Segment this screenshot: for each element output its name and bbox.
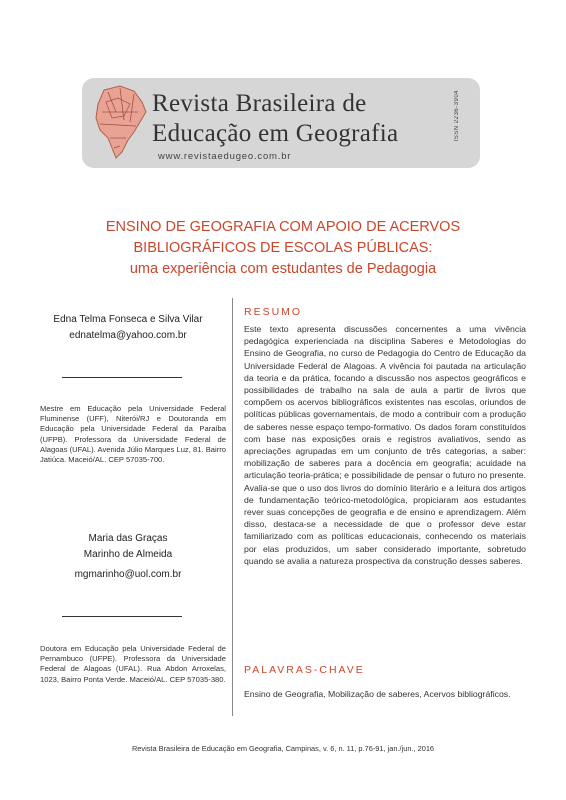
brazil-map-logo-icon	[90, 82, 150, 162]
author-1-affiliation: Mestre em Educação pela Universidade Federal Fluminense (UFF), Niterói/RJ e Doutoranda em Educação pela Universidade Federal da Paraíba (UFPB). Professora da Universidade Federal de Alagoas (UFAL). Avenida Júlio Marques Luz, 81. Bairro Jatiúca. Maceió/AL. CEP 57035-700.	[40, 404, 226, 465]
journal-name-line2: Educação em Geografia	[152, 120, 399, 147]
author-2-affiliation: Doutora em Educação pela Universidade Federal de Pernambuco (UFPE). Professora da Universidade Federal de Alagoas (UFAL). Rua Abdon Arroxelas, 1023, Bairro Ponta Verde. Maceió/AL. CEP 57035-380.	[40, 644, 226, 684]
column-divider	[232, 298, 233, 716]
author-2-name-line2: Marinho de Almeida	[83, 549, 173, 560]
journal-url: www.revistaedugeo.com.br	[158, 151, 292, 162]
abstract-heading: RESUMO	[244, 306, 303, 318]
author-1-separator	[62, 377, 182, 378]
author-2-name-line1: Maria das Graças	[88, 533, 168, 544]
keywords-heading: PALAVRAS-CHAVE	[244, 664, 365, 676]
article-title-line1: ENSINO DE GEOGRAFIA COM APOIO DE ACERVOS	[105, 219, 461, 235]
author-2-email: mgmarinho@uol.com.br	[74, 569, 182, 580]
author-2-separator	[62, 616, 182, 617]
article-subtitle: uma experiência com estudantes de Pedagogia	[129, 261, 437, 277]
abstract-text: Este texto apresenta discussões concernentes a uma vivência pedagógica experienciada na disciplina Saberes e Metodologias do Ensino de Geografia, no curso de Pedagogia do Centro de Educação da Universidade Federal de Alagoas. A vivência foi pautada na articulação da teoria e da prática, focando a discussão nos aspectos geográficos e possibilidades de trabalho na sala de aula a partir de livros que compõem os acervos bibliográficos existentes nas escolas, oriundos de políticas públicas governamentais, de modo a contribuir com a produção de saberes nesse espaço tempo-formativo. Os dados foram constituídos com base nas exposições orais e registros avaliativos, sendo as apreciações agrupadas em um conjunto de três categorias, a saber: mobilização de saberes para a docência em geografia; acuidade na articulação teoria-prática; e possibilidade de pensar o futuro no presente. Avalia-se que o uso dos livros do domínio literário e a leitura dos artigos de fundamentação teórico-metodológica, propiciaram aos estudantes rever suas concepções de geografia e de ensino e aprendizagem. Além disso, destaca-se a necessidade de que o professor deve estar familiarizado com as políticas educacionais, conhecendo os materiais por elas produzidos, um saber considerado importante, sobretudo quando se avalia a natureza prospectiva da construção desses saberes.	[244, 324, 526, 566]
author-1-email: ednatelma@yahoo.com.br	[69, 330, 187, 341]
article-title-line2: BIBLIOGRÁFICOS DE ESCOLAS PÚBLICAS:	[133, 240, 433, 256]
journal-name-line1: Revista Brasileira de	[152, 90, 367, 117]
keywords-text: Ensino de Geografia, Mobilização de saberes, Acervos bibliográficos.	[244, 689, 511, 699]
author-1-name: Edna Telma Fonseca e Silva Vilar	[53, 314, 203, 325]
journal-banner	[82, 78, 480, 168]
issn-label: ISSN 2236-3904	[454, 90, 460, 142]
page-footer-citation: Revista Brasileira de Educação em Geografia, Campinas, v. 6, n. 11, p.76-91, jan./jun., 2016	[131, 744, 435, 753]
